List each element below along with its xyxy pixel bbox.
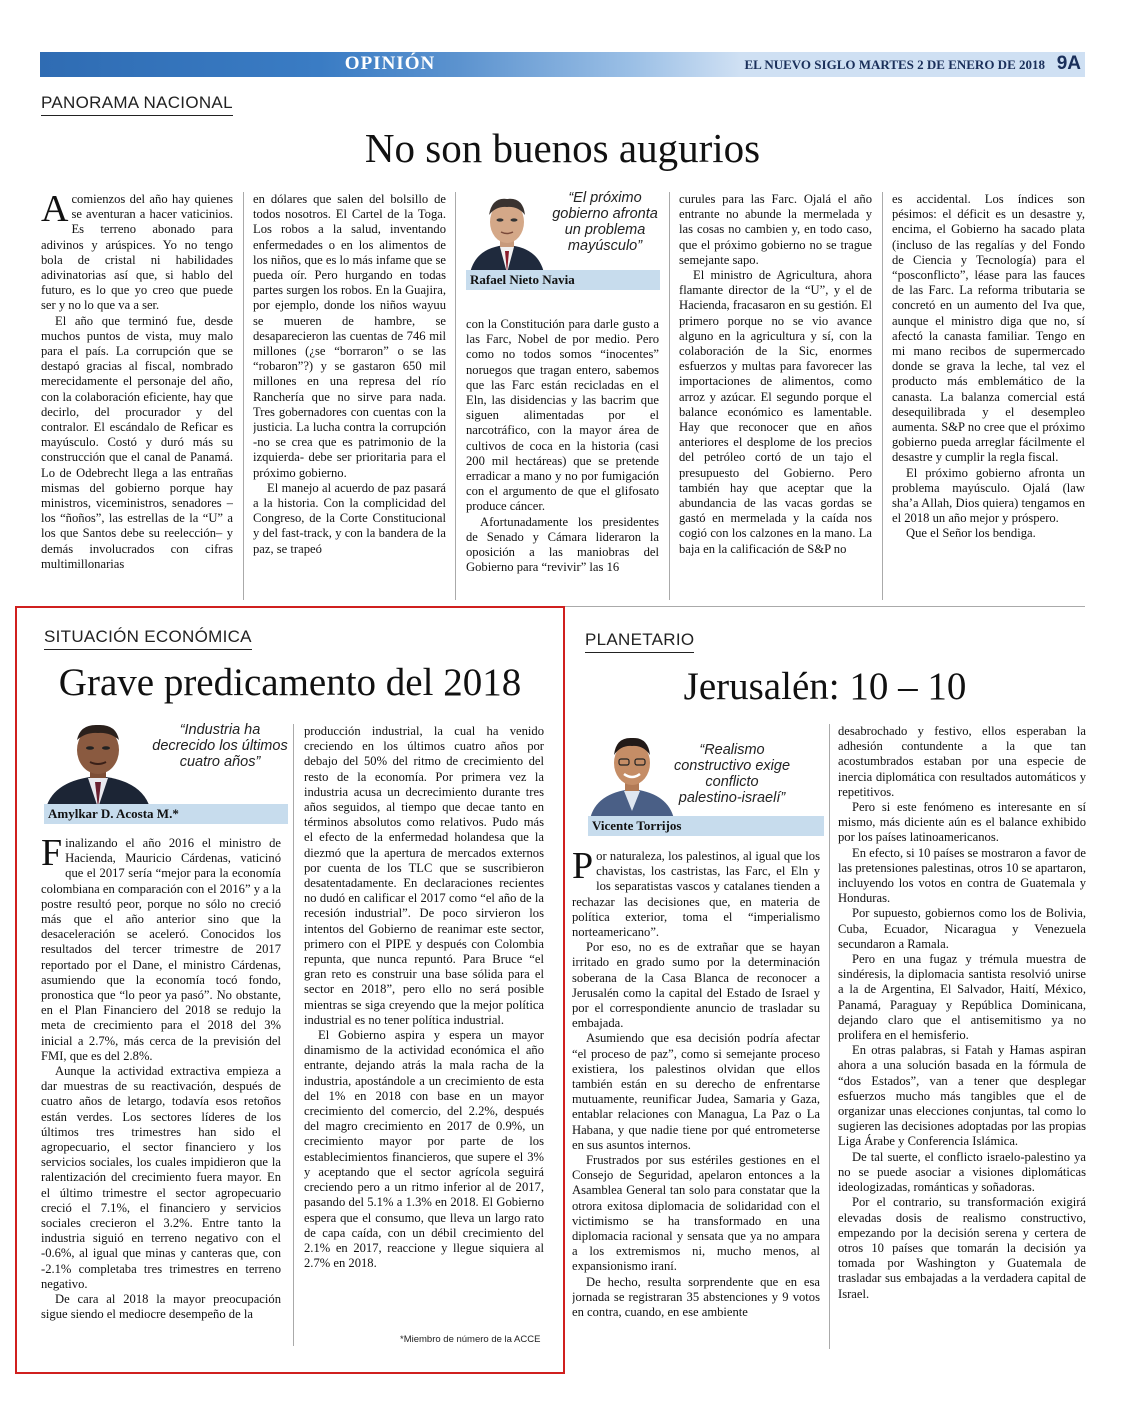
article1-column-2 [253, 192, 446, 600]
article1-pull-quote: “El próximo gobierno afronta un problema mayúsculo” [552, 190, 658, 254]
article2-paragraph: De cara al 2018 la mayor preocupación sigue siendo el mediocre desempeño de la [41, 1292, 281, 1322]
article3-paragraph: Por el contrario, su transformación exigirá elevadas dosis de realismo constructivo, empezando por la decisión serena y certera de otros 10 países que tomarán la decisión ya tomada por Washington y Guatemala de trasladar sus embajadas a la verdadera capital de Israel. [838, 1195, 1086, 1301]
article3-paragraph: Frustrados por sus estériles gestiones en el Consejo de Seguridad, apelaron entonces a la Asamblea General tan solo para constatar que la otrora exitosa diplomacia de solidaridad con el victimismo se ha transformado en una diplomacia racional y sensata que ya no ampara a los extremismos ni, mucho menos, al expansionismo iraní. [572, 1153, 820, 1274]
article1-column-4 [679, 192, 872, 600]
article2-kicker: SITUACIÓN ECONÓMICA [44, 627, 252, 650]
article1-paragraph: El ministro de Agricultura, ahora flamante director de la “U”, y el de Hacienda, fracasaron en su gestión. El primero porque no se vio avance alguno en la agricultura y sí, con la colaboración de la Sic, enormes esfuerzos y multas para favorecer las importaciones de alimentos, como arroz y azúcar. El segundo porque el balance económico es lamentable. Hay que reconocer que en años anteriores el desplome de los precios del petróleo cortó de un tajo el presupuesto del Gobierno. Pero también hay que aceptar que la abundancia de las vacas gordas se gastó en mermelada y la caída nos cogió con los calzones en la mano. La baja en la calificación de S&P no [679, 268, 872, 556]
article2-paragraph: El Gobierno aspira y espera un mayor dinamismo de la actividad económica el año entrante, dejando atrás la mala racha de la industria, apostándole a un crecimiento de esta del 1% en 2018 con base en un mayor crecimiento del comercio, del 2.2%, después del magro crecimiento en 2017 de 0.9%, un crecimiento mayor por parte de los establecimientos financieros, que supere el 3% y aceptando que el sector agrícola seguirá creciendo pero a un ritmo inferior al de 2017, pasando del 5.1% a 1.3% en 2018. El Gobierno espera que el consumo, que lleva un largo rato de capa caída, con un débil crecimiento del 2.1% en 2017, reaccione y llegue siquiera al 2.7% en 2018. [304, 1028, 544, 1271]
article3-paragraph: Pero si este fenómeno es interesante en sí mismo, más diciente aún es el balance exhibido por los países latinoamericanos. [838, 800, 1086, 845]
page-number: 9A [1056, 53, 1081, 74]
article3-paragraph: Por naturaleza, los palestinos, al igual que los chavistas, los castristas, las Farc, el Eln y los separatistas vascos y catalanes tienden a rechazar las decisiones que, en materia de política exterior, toma el “imperialismo norteamericano”. [572, 849, 820, 940]
article3-paragraph: En otras palabras, si Fatah y Hamas aspiran ahora a una solución basada en la fórmula de “dos Estados”, van a tener que desplegar esfuerzos mucho más tangibles que el de organizar unas elecciones conjuntas, tal como lo sugieren las decisiones adoptadas por las propias Liga Árabe y Conferencia Islámica. [838, 1043, 1086, 1149]
article3-paragraph: Por eso, no es de extrañar que se hayan irritado en grado sumo por la determinación soberana de la Casa Blanca de reconocer a Jerusalén como la capital del Estado de Israel y por el correspondiente anuncio de trasladar su embajada. [572, 940, 820, 1031]
article1-column-3 [466, 317, 659, 600]
article1-paragraph: es accidental. Los índices son pésimos: el déficit es un desastre y, encima, el Gobierno ha sacado plata (incluso de las regalías y del Fondo de Ciencia y Tecnología) para el “posconflicto”, léase para las fauces de las Farc. La reforma tributaria se concretó en un aumento del Iva que, aunque el ministro diga que no, sí afectó la canasta familiar. Tengo en mi mano recibos de supermercado donde se grava la leche, tal vez el producto más emblemático de la canasta. La balanza comercial está desequilibrada y el desempleo aumenta. S&P no cree que el próximo gobierno pueda arreglar fácilmente el desastre y cumplir la regla fiscal. [892, 192, 1085, 465]
section-divider [565, 606, 1085, 607]
column-divider [243, 192, 244, 600]
article2-pull-quote: “Industria ha decrecido los últimos cuatro años” [152, 722, 288, 770]
article2-paragraph: Finalizando el año 2016 el ministro de Hacienda, Mauricio Cárdenas, vaticinó que el 2017 sería “mejor para la economía colombiana en comparación con el 2016” y a la postre resultó peor, porque no sólo no creció más que el año anterior sino que la desaceleración se aceleró. Conocidos los resultados del tercer trimestre de 2017 reportado por el Dane, el ministro Cárdenas, asumiendo que la economía tocó fondo, pronostica que “lo peor ya pasó”. No obstante, en el Plan Financiero del 2018 se redujo la meta de crecimiento para el 2018 del 3% inicial a 2.7%, más cerca de la previsión del FMI, que es del 2.8%. [41, 836, 281, 1063]
dropcap: A [41, 192, 69, 230]
article1-column-1 [41, 192, 233, 600]
article3-column-2 [838, 724, 1086, 1349]
article2-column-2 [304, 724, 544, 1334]
article2-byline: Amylkar D. Acosta M.* [44, 804, 288, 824]
column-divider [455, 192, 456, 600]
article1-byline: Rafael Nieto Navia [466, 270, 660, 290]
article1-paragraph: Afortunadamente los presidentes de Senado y Cámara lideraron la oposición a las maniobras del Gobierno para “revivir” las 16 [466, 514, 659, 575]
article1-paragraph: en dólares que salen del bolsillo de todos nosotros. El Cartel de la Toga. Los robos a la salud, inventando enfermedades o en los alimentos de los niños, que es lo más infame que se pueda oír. Pero hurgando en todas partes surgen los robos. En la Guajira, por ejemplo, donde los niños wayuu se mueren de hambre, se desaparecieron las cuentas de 746 mil millones (¿se “borraron” o se las “robaron”?) y se gastaron 650 mil millones en una represa del río Ranchería que no sirve para nada. Tres gobernadores con cuentas con la justicia. La lucha contra la corrupción -no se crea que es patrimonio de la izquierda- debe ser prioritaria para el próximo gobierno. [253, 192, 446, 480]
article3-paragraph: desabrochado y festivo, ellos esperaban la adhesión contundente a la que tan acostumbrados estaban por una especie de inercia diplomática con resultados automáticos y repetitivos. [838, 724, 1086, 799]
article3-paragraph: De hecho, resulta sorprendente que en esa jornada se registraran 35 abstenciones y 9 votos en contra, cuando, en ese ambiente [572, 1274, 820, 1320]
article1-paragraph: Que el Señor los bendiga. [906, 526, 1036, 541]
page-header-bar [40, 52, 1085, 77]
article1-paragraph: El próximo gobierno afronta un problema mayúsculo. Ojalá (law sha’a Allah, Dios quiera) tengamos en el 2018 un año mejor y próspero. [892, 465, 1085, 526]
author-photo-vicente [588, 727, 676, 819]
article3-column-1 [572, 849, 820, 1349]
article1-paragraph: Acomienzos del año hay quienes se aventuran a hacer vaticinios. Es terreno abonado para adivinos y arúspices. Yo no tengo bola de cristal ni habilidades adivinatorias así que, si hablo del futuro, es lo que yo creo que puede ser y no lo que va a ser. [41, 192, 233, 313]
article2-column-1 [41, 836, 281, 1346]
article2-paragraph: producción industrial, la cual ha venido creciendo en los últimos cuatro años por debajo del 50% del ritmo de crecimiento del resto de la economía. Por primera vez la industria acusa un decrecimiento durante tres años seguidos, al tiempo que decae tanto en términos absolutos como relativos. Pudo más el efecto de la enfermedad holandesa que la diezmó que la apertura de mercados externos por cuenta de los TLC que se suscribieron desatentadamente. En declaraciones recientes no dudó en calificar el 2017 como “el año de la recesión industrial”. De poco sirvieron los intentos del Gobierno de reanimar este sector, primero con el PIPE y después con Colombia repunta, que nunca repuntó. Para Bruce “el gran reto es construir una base sólida para el sector en 2018”, pero ello no será posible mientras se siga creyendo que la mejor política industrial es no tener política industrial. [304, 724, 544, 1027]
article3-headline: Jerusalén: 10 – 10 [683, 665, 967, 708]
dropcap: F [41, 836, 63, 874]
author-photo-rafael [466, 189, 548, 273]
dropcap: P [572, 849, 594, 887]
article3-kicker: PLANETARIO [585, 630, 694, 653]
article2-paragraph: Aunque la actividad extractiva empieza a dar muestras de su reactivación, después de cuatro años de letargo, todavía esos retoños están verdes. Los sectores líderes de los últimos tres trimestres han sido el agropecuario, el sector financiero y los servicios sociales, los cuales impidieron que la ralentización del crecimiento fuera mayor. En el último trimestre el sector agropecuario creció el 7.1%, el financiero y servicios sociales crecieron el 3.2%. Entre tanto la industria siguió en terreno negativo con el -0.6%, al igual que minas y canteras que, con -2.1% completaba tres trimestres en terreno negativo. [41, 1064, 281, 1291]
article3-pull-quote: “Realismo constructivo exige conflicto palestino-israelí” [673, 742, 791, 806]
author-photo-amylkar [44, 716, 152, 808]
article3-paragraph: Por supuesto, gobiernos como los de Bolivia, Cuba, Ecuador, Nicaragua y Venezuela secundaron a Ramala. [838, 906, 1086, 951]
section-title: OPINIÓN [344, 53, 436, 74]
article1-column-5 [892, 192, 1085, 600]
article1-paragraph: El manejo al acuerdo de paz pasará a la historia. Con la complicidad del Congreso, de la Corte Constitucional y del fast-track, y con la bandera de la paz, se trapeó [253, 480, 446, 556]
column-divider [669, 192, 670, 600]
column-divider [829, 724, 830, 1349]
column-divider [293, 724, 294, 1346]
article3-paragraph: Asumiendo que esa decisión podría afectar “el proceso de paz”, como si semejante proceso existiera, los palestinos olvidan que ellos también están en su derecho de enfrentarse mutuamente, reunificar Judea, Samaria y Gaza, entablar relaciones con Managua, La Paz o La Habana, y que nadie tiene por qué entrometerse en sus asuntos internos. [572, 1031, 820, 1152]
article2-headline: Grave predicamento del 2018 [58, 661, 522, 704]
article1-paragraph: El año que terminó fue, desde muchos puntos de vista, muy malo para el país. La corrupción que se destapó gracias al fiscal, nombrado merecidamente el personaje del año, con la colaboración eficiente, hay que decirlo, del procurador y del contralor. El escándalo de Reficar es mayúsculo. Costó y duró más su construcción que el canal de Panamá. Lo de Odebrecht llega a las entrañas mismas del gobierno porque hay ministros, viceministros, senadores –los “ñoños”, las estrellas de la “U” a los que Santos debe su reelección– y demás involucrados con cifras multimillonarias [41, 313, 233, 571]
article1-kicker: PANORAMA NACIONAL [41, 93, 233, 116]
article3-paragraph: Pero en una fugaz y trémula muestra de sindéresis, la diplomacia santista resolvió unirse a la de Argentina, El Salvador, Haití, México, Panamá, Paraguay y República Dominicana, dejando claro que el antisemitismo ya no prolifera en el hemisferio. [838, 952, 1086, 1043]
article1-paragraph: con la Constitución para darle gusto a las Farc, Nobel de por medio. Pero como no todos somos “inocentes” noruegos que tragan entero, sabemos que las Farc están recicladas en el Eln, las disidencias y las bacrim que siguen alimentadas por el narcotráfico, con la mayor área de cultivos de coca en la historia (casi 200 mil hectáreas) que se pretende erradicar a mano y no por fumigación con el argumento de que el glifosato produce cáncer. [466, 317, 659, 514]
article1-headline: No son buenos augurios [364, 125, 761, 171]
article3-byline: Vicente Torrijos [588, 816, 824, 836]
article1-paragraph: curules para las Farc. Ojalá el año entrante no abunde la mermelada y las cosas no cambien y, en todo caso, que el próximo gobierno no se trague semejante sapo. [679, 192, 872, 267]
paper-date: EL NUEVO SIGLO MARTES 2 DE ENERO DE 2018 [744, 57, 1045, 72]
article2-footnote: *Miembro de número de la ACCE [400, 1334, 541, 1345]
article3-paragraph: En efecto, si 10 países se mostraron a favor de las pretensiones palestinas, otros 10 se apartaron, incluyendo los votos en contra de Guatemala y Honduras. [838, 845, 1086, 906]
column-divider [882, 192, 883, 600]
article3-paragraph: De tal suerte, el conflicto israelo-palestino ya no se puede asociar a visiones diplomáticas ideologizadas, románticas y soñadoras. [838, 1149, 1086, 1195]
